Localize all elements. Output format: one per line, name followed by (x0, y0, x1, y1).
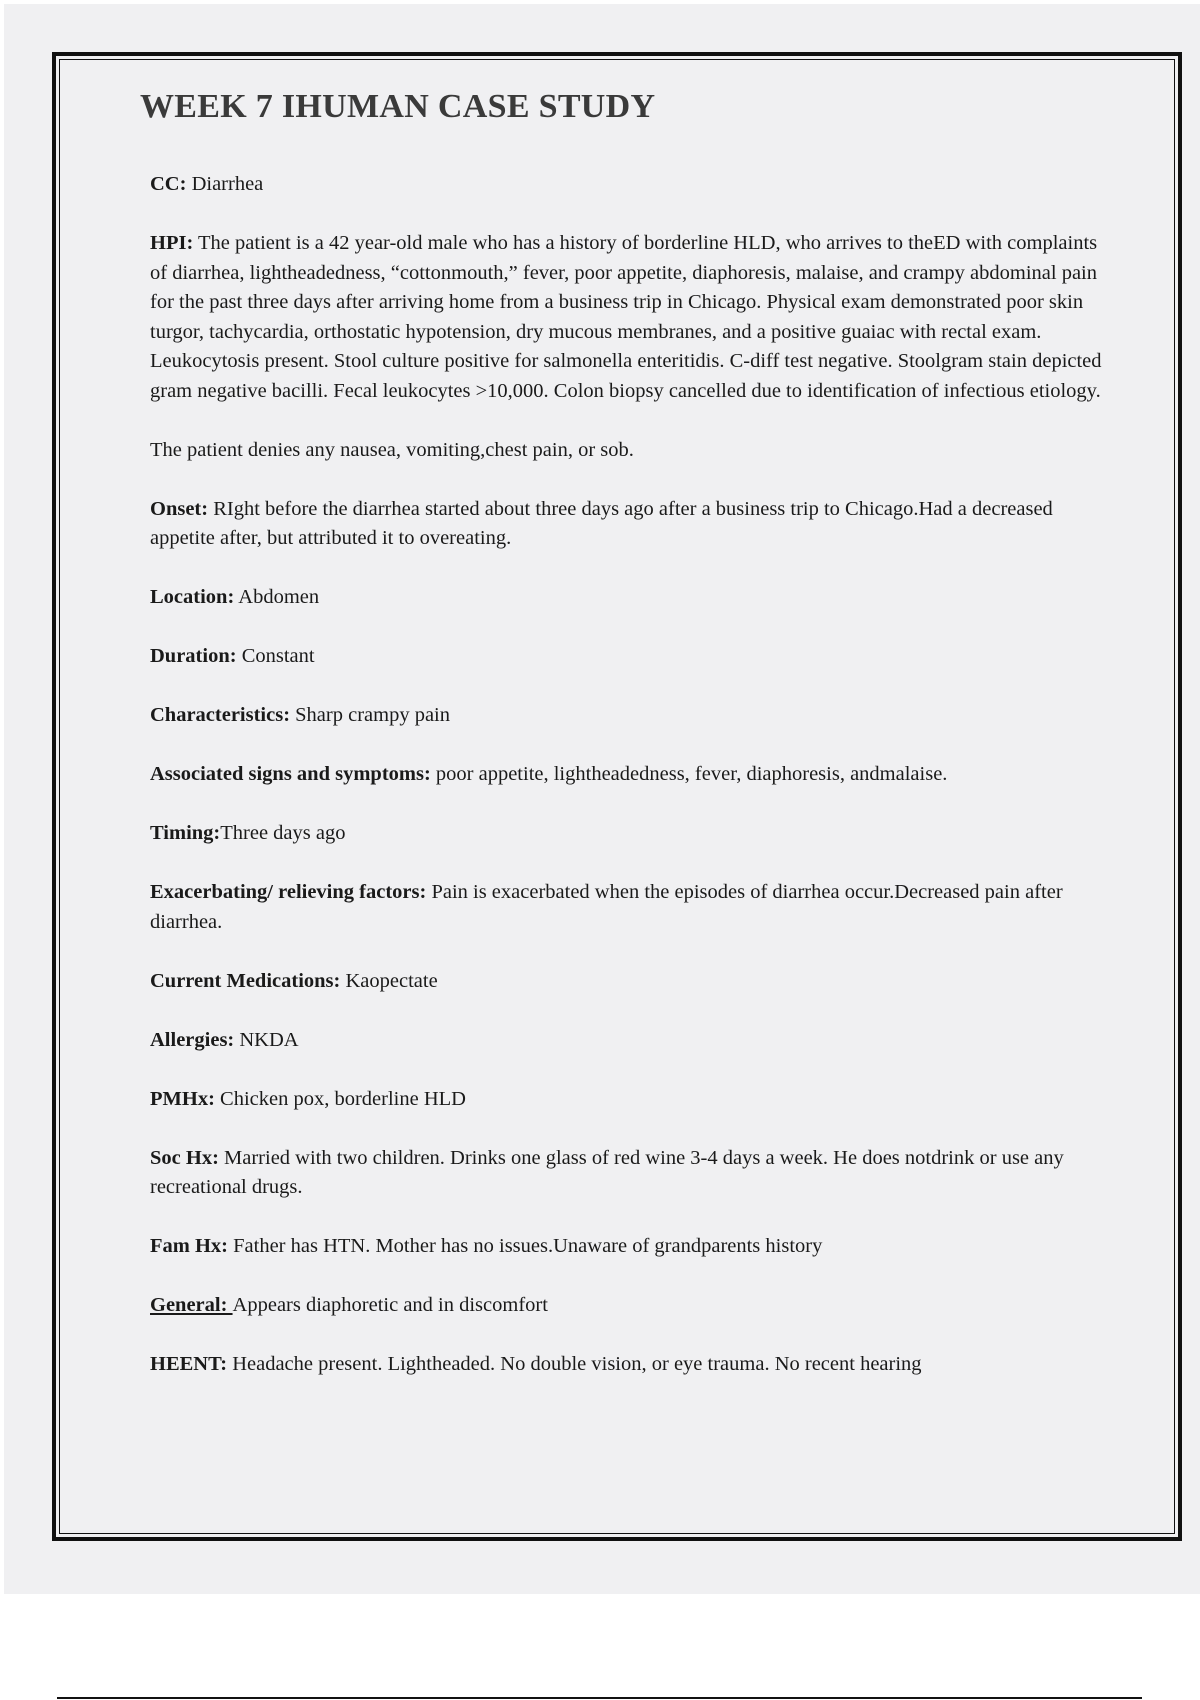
associated-value: poor appetite, lightheadedness, fever, diaphoresis, andmalaise. (430, 763, 948, 785)
hpi-paragraph (150, 229, 1110, 347)
duration-paragraph (150, 642, 1110, 672)
associated-label: Associated signs and symptoms: (150, 763, 431, 785)
timing-label: Timing: (150, 822, 221, 844)
onset-label: Onset: (150, 497, 209, 520)
famhx-paragraph (150, 1232, 1110, 1262)
timing-paragraph (150, 819, 1110, 849)
general-value: Appears diaphoretic and in discomfort (232, 1294, 548, 1316)
characteristics-label: Characteristics: (150, 704, 291, 726)
duration-value: Constant (236, 645, 315, 667)
pmhx-paragraph (150, 1085, 1110, 1115)
hpi-labs-paragraph: Leukocytosis present. Stool culture positive for salmonella enteritidis. C-diff test negative. Stoolgram stain depicted gram negative bacilli. Fecal leukocytes >10,000. Colon biopsy cancelled due to identification of infectious etiology. (150, 350, 1102, 402)
document-frame (52, 52, 1182, 1541)
exacerbating-value: Pain is exacerbated when the episodes of diarrhea occur.Decreased pain after diarrhea. (150, 881, 1063, 933)
characteristics-value: Sharp crampy pain (290, 704, 450, 726)
heent-paragraph (150, 1350, 1110, 1380)
general-paragraph (150, 1291, 1110, 1321)
cc-value: Diarrhea (186, 173, 264, 195)
sochx-value: Married with two children. Drinks one glass of red wine 3-4 days a week. He does notdrink or use any recreational drugs. (150, 1146, 1064, 1198)
document-body (150, 170, 1110, 1409)
denies-paragraph: The patient denies any nausea, vomiting,chest pain, or sob. (150, 438, 634, 461)
location-paragraph (150, 583, 1110, 613)
famhx-label: Fam Hx: (150, 1235, 228, 1257)
duration-label: Duration: (150, 645, 237, 667)
hpi-label: HPI: (150, 232, 194, 254)
heent-label: HEENT: (150, 1353, 228, 1375)
pmhx-value: Chicken pox, borderline HLD (214, 1087, 466, 1110)
medications-value: Kaopectate (340, 969, 438, 992)
allergies-label: Allergies: (150, 1028, 235, 1051)
onset-paragraph (150, 495, 1110, 554)
characteristics-paragraph (150, 701, 1110, 731)
cc-paragraph (150, 170, 1110, 200)
document-title: WEEK 7 IHUMAN CASE STUDY (140, 88, 656, 125)
location-value: Abdomen (234, 586, 320, 608)
general-label: General: (150, 1294, 233, 1316)
location-label: Location: (150, 586, 235, 608)
timing-value: Three days ago (220, 822, 346, 844)
allergies-paragraph (150, 1026, 1110, 1056)
onset-value: RIght before the diarrhea started about three days ago after a business trip to Chicago.Had a decreased appetite after, but attributed it to overeating. (150, 497, 1053, 549)
exacerbating-label: Exacerbating/ relieving factors: (150, 881, 427, 903)
medications-paragraph (150, 967, 1110, 997)
heent-value: Headache present. Lightheaded. No double vision, or eye trauma. No recent hearing (227, 1353, 922, 1375)
sochx-label: Soc Hx: (150, 1146, 219, 1169)
allergies-value: NKDA (234, 1028, 299, 1051)
footer-divider (57, 1697, 1142, 1699)
famhx-value: Father has HTN. Mother has no issues.Unaware of grandparents history (228, 1235, 823, 1257)
exacerbating-paragraph (150, 878, 1110, 937)
hpi-value: The patient is a 42 year-old male who has a history of borderline HLD, who arrives to theED with complaints of diarrhea, lightheadedness, “cottonmouth,” fever, poor appetite, diaphoresis, malaise, and crampy abdominal pain for the past three days after arriving home from a business trip in Chicago. Physical exam demonstrated poor skin turgor, tachycardia, orthostatic hypotension, dry mucous membranes, and a positive guaiac with rectal exam. (150, 232, 1098, 343)
associated-paragraph (150, 760, 1110, 790)
document-frame-inner (59, 59, 1175, 1534)
sochx-paragraph (150, 1144, 1110, 1203)
cc-label: CC: (150, 173, 187, 195)
pmhx-label: PMHx: (150, 1087, 215, 1110)
medications-label: Current Medications: (150, 969, 341, 992)
